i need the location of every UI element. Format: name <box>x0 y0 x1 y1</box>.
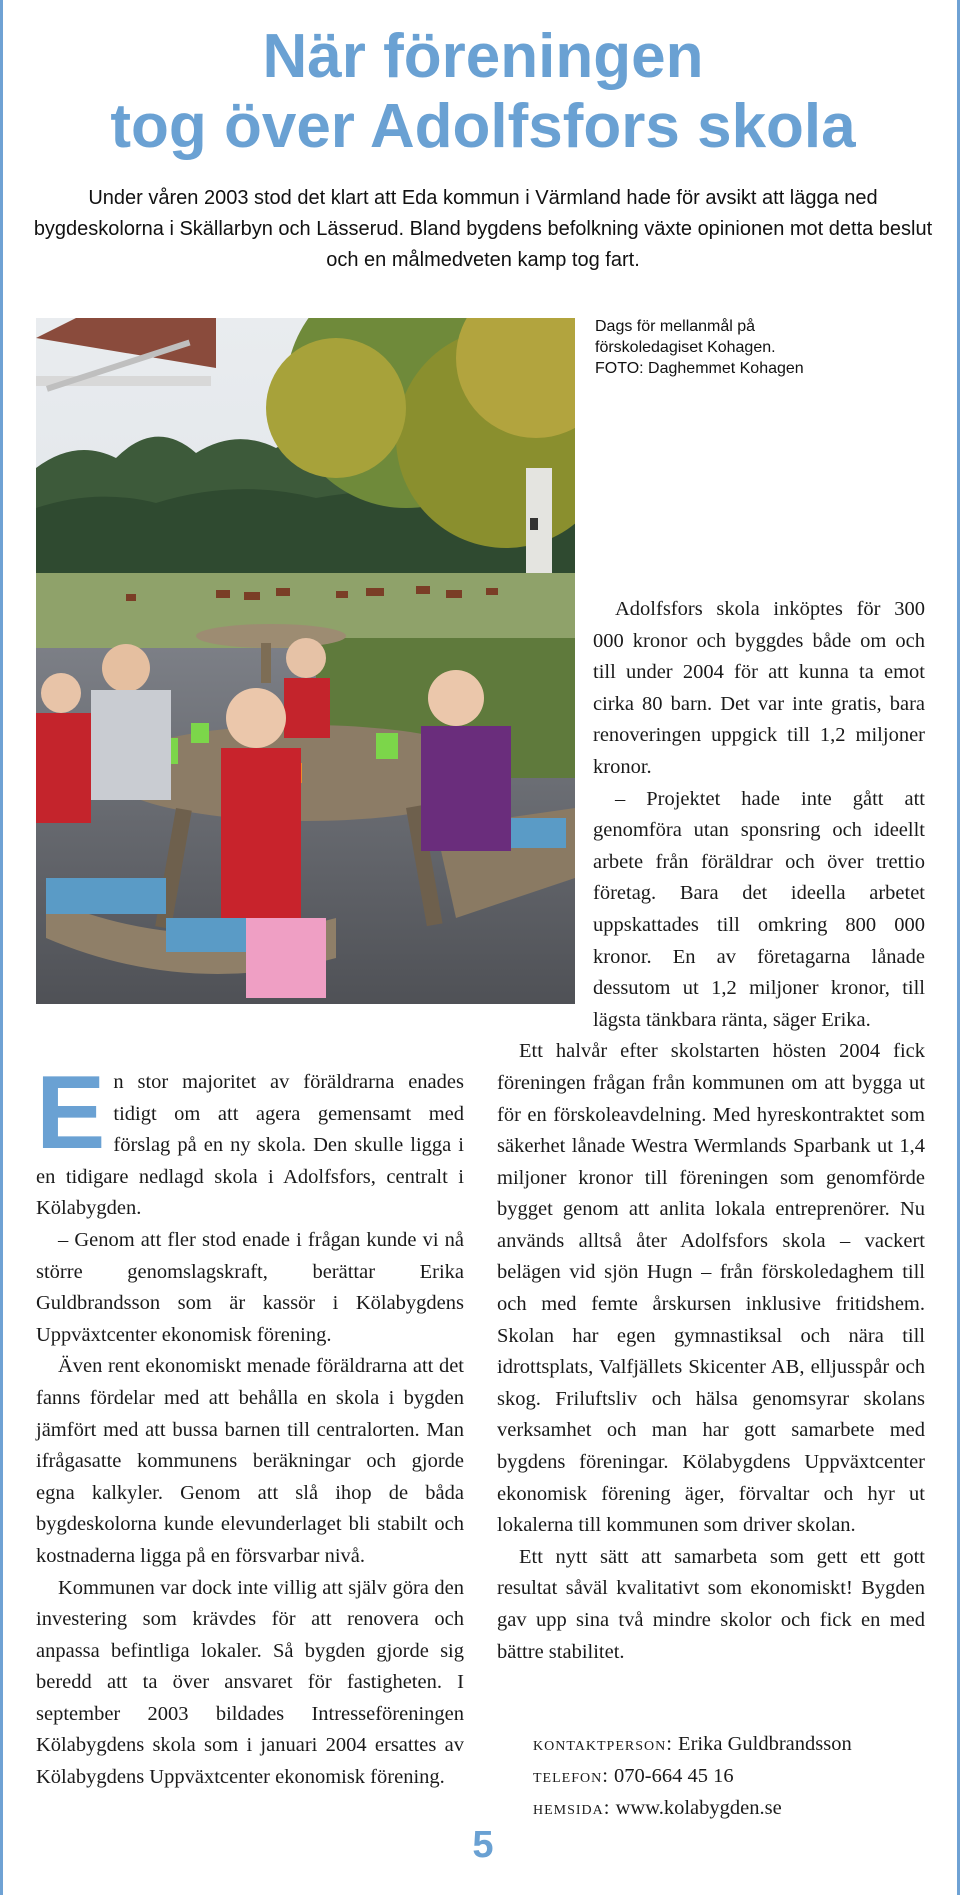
article-photo <box>36 318 575 1004</box>
left-paragraph-1 <box>36 1055 464 1225</box>
left-paragraph-4: Kommunen var dock inte villig att själv göra den investering som krävdes för att renovera och anpassa befintliga lokaler. Så bygden gjorde sig beredd att ta över ansvaret för fastigheten. I september 2003 bildades Intresseföreningen Kölabygdens skola som i januari 2004 ersattes av Kölabygdens Uppväxtcenter ekonomisk förening. <box>36 1576 464 1789</box>
title-line-2: tog över Adolfsfors skola <box>110 92 856 161</box>
caption-line-1: Dags för mellanmål på <box>595 318 756 335</box>
drop-cap: E <box>36 1055 106 1171</box>
left-column <box>36 1055 464 1794</box>
article-title <box>3 22 960 162</box>
contact-person-row <box>533 1728 933 1760</box>
left-paragraph-3: Även rent ekonomiskt menade föräldrarna att det fanns fördelar med att behålla en skola i bygden jämfört med att bussa barnen till centralorten. Man ifrågasatte kommunens beräkningar och gjorde egna kalkyler. Genom att slå ihop de båda bygdeskolorna kunde elevunderlaget bli stabilt och kostnaderna ligga på en försvarbar nivå. <box>36 1355 464 1567</box>
phone-label: telefon: <box>533 1765 609 1787</box>
article-intro: Under våren 2003 stod det klart att Eda kommun i Värmland hade för avsikt att lägga ned bygdeskolorna i Skällarbyn och Lässerud. Bland bygdens befolkning växte opinionen mot detta beslut och en målmedveten kamp tog fart. <box>33 187 933 271</box>
right-paragraph-2: – Projektet hade inte gått att genomföra utan sponsring och ideellt arbete från föräldrar och över trettio företag. Bara det ideella arbetet uppskattades till omkring 800 000 kronor. En av företagarna lånade dessutom ut 1,2 miljoner kronor, till lägsta tänkbara ränta, säger Erika. <box>593 787 925 1031</box>
right-paragraph-1: Adolfsfors skola inköptes för 300 000 kronor och byggdes både om och till under 2004 för att kunna ta emot cirka 80 barn. Det var inte gratis, bara renoveringen uppgick till 1,2 miljoner kronor. <box>593 598 925 778</box>
phone-value: 070-664 45 16 <box>614 1765 734 1787</box>
contact-info <box>533 1728 933 1824</box>
caption-line-3: FOTO: Daghemmet Kohagen <box>595 360 804 377</box>
website-row <box>533 1792 933 1824</box>
right-column <box>497 594 925 1668</box>
website-label: hemsida: <box>533 1797 611 1819</box>
photo-caption <box>595 316 895 379</box>
page-number: 5 <box>472 1824 494 1866</box>
right-paragraph-4: Ett nytt sätt att samarbeta som gett ett gott resultat såväl kvalitativt som ekonomiskt! Bygden gav upp sina två mindre skolor och fick en med bättre stabilitet. <box>497 1545 925 1663</box>
caption-line-2: förskoledagiset Kohagen. <box>595 339 776 356</box>
contact-person-value: Erika Guldbrandsson <box>678 1733 852 1755</box>
right-paragraph-3: Ett halvår efter skolstarten hösten 2004 fick föreningen frågan från kommunen om att bygga ut för en förskoleavdelning. Med hyreskontraktet som säkerhet lånade Westra Wermlands Sparbank ut 1,4 miljoner kronor till föreningen som genomförde bygget genom att anlita lokala entreprenörer. Nu används alltså åter Adolfsfors skola – vackert belägen vid sjön Hugn – från förskoledaghem till och med femte årskursen inklusive fritidshem. Skolan har egen gymnastiksal och nära till idrottsplats, Valfjällets Skicenter AB, elljusspår och skog. Friluftsliv och hälsa genomsyrar skolans verksamhet och man har gott samarbete med bygdens föreningar. Kölabygdens Uppväxtcenter ekonomisk förening äger, förvaltar och hyr ut lokalerna till kommunen som driver skolan. <box>497 1040 925 1537</box>
left-paragraph-1-text: n stor majoritet av föräldrarna enades tidigt om att agera gemensamt med förslag på en ny skola. Den skulle ligga i en tidigare nedlagd skola i Adolfsfors, centralt i Kölabygden. <box>36 1071 464 1220</box>
title-line-1: När föreningen <box>262 22 704 91</box>
left-paragraph-2: – Genom att fler stod enade i frågan kunde vi nå större genomslagskraft, berättar Erika Guldbrandsson som är kassör i Kölabygdens Uppväxtcenter ekonomisk förening. <box>36 1228 464 1346</box>
website-value: www.kolabygden.se <box>615 1797 782 1819</box>
contact-person-label: kontaktperson: <box>533 1733 673 1755</box>
phone-row <box>533 1760 933 1792</box>
